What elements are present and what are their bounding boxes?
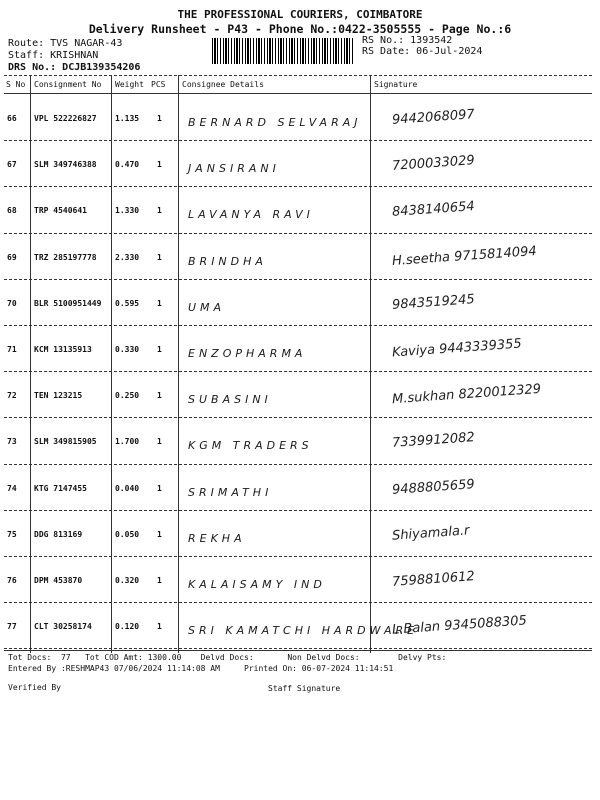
weight-cell: 2.330 <box>115 252 140 262</box>
weight-cell: 0.050 <box>115 529 140 539</box>
table-row <box>0 96 600 146</box>
row-separator <box>4 510 592 511</box>
table-row <box>0 604 600 654</box>
route-label: Route: TVS NAGAR-43 <box>8 38 123 49</box>
row-separator <box>4 279 592 280</box>
pcs-cell: 1 <box>157 437 162 447</box>
table-row <box>0 419 600 469</box>
consignee-cell: UMA <box>188 300 226 314</box>
consignment-cell: KCM 13135913 <box>34 345 92 354</box>
consignee-cell: SRIMATHI <box>188 485 273 499</box>
signature-cell: H.seetha 9715814094 <box>391 243 538 269</box>
sno-cell: 66 <box>7 114 17 123</box>
header-sno: S No <box>6 80 26 89</box>
signature-cell: 9442068097 <box>391 107 476 128</box>
footer-totals: Tot Docs: 77 Tot COD Amt: 1300.00 Delvd Docs: Non Delvd Docs: Delvy Pts: <box>8 653 447 662</box>
table-row <box>0 142 600 192</box>
pcs-cell: 1 <box>157 206 162 216</box>
table-top-border <box>4 75 592 76</box>
sno-cell: 73 <box>7 437 17 447</box>
consignment-cell: CLT 30258174 <box>34 622 92 632</box>
weight-cell: 1.135 <box>115 114 140 123</box>
pcs-cell: 1 <box>157 298 162 308</box>
consignment-cell: SLM 349815905 <box>34 437 97 447</box>
table-row <box>0 512 600 562</box>
signature-cell: L.Balan 9345088305 <box>391 613 528 638</box>
consignee-cell: SRI KAMATCHI HARDWARE <box>188 624 419 638</box>
drs-number: DRS No.: DCJB139354206 <box>8 62 141 73</box>
table-row <box>0 281 600 331</box>
signature-cell: 9843519245 <box>391 291 476 313</box>
consignee-cell: ENZOPHARMA <box>188 347 307 360</box>
consignee-cell: REKHA <box>188 531 246 545</box>
weight-cell: 0.320 <box>115 576 140 585</box>
consignment-cell: VPL 522226827 <box>34 114 97 123</box>
row-separator <box>4 371 592 372</box>
weight-cell: 0.120 <box>115 622 140 632</box>
sno-cell: 70 <box>7 298 17 308</box>
table-row <box>0 466 600 516</box>
table-row <box>0 327 600 377</box>
pcs-cell: 1 <box>157 160 162 170</box>
signature-cell: Kaviya 9443339355 <box>391 336 523 361</box>
consignee-cell: KALAISAMY IND <box>188 578 326 591</box>
header-signature: Signature <box>374 80 418 89</box>
weight-cell: 1.330 <box>115 206 140 216</box>
consignee-cell: BERNARD SELVARAJ <box>188 116 362 129</box>
table-row <box>0 188 600 238</box>
table-row <box>0 235 600 285</box>
header-pcs: PCS <box>151 80 166 89</box>
sno-cell: 67 <box>7 160 17 170</box>
consignment-cell: DDG 813169 <box>34 529 83 539</box>
sno-cell: 76 <box>7 576 17 585</box>
footer-entered: Entered By :RESHMAP43 07/06/2024 11:14:08 AM Printed On: 06-07-2024 11:14:51 <box>8 664 394 673</box>
pcs-cell: 1 <box>157 483 162 493</box>
company-title: THE PROFESSIONAL COURIERS, COIMBATORE <box>177 8 423 21</box>
row-separator <box>4 140 592 141</box>
runsheet-subtitle: Delivery Runsheet - P43 - Phone No.:0422-3505555 - Page No.:6 <box>88 22 512 36</box>
consignee-cell: LAVANYA RAVI <box>188 208 314 222</box>
sno-cell: 69 <box>7 252 17 262</box>
sno-cell: 74 <box>7 483 17 493</box>
signature-cell: 7339912082 <box>391 430 476 452</box>
row-separator <box>4 233 592 234</box>
weight-cell: 0.595 <box>115 298 140 308</box>
consignment-cell: KTG 7147455 <box>34 483 87 493</box>
signature-cell: Shiyamala.r <box>391 523 470 544</box>
signature-cell: 8438140654 <box>391 199 476 221</box>
signature-cell: 7200033029 <box>391 153 476 175</box>
staff-label: Staff: KRISHNAN <box>8 50 99 61</box>
verified-by-label: Verified By <box>8 683 61 692</box>
pcs-cell: 1 <box>157 529 162 539</box>
row-separator <box>4 417 592 418</box>
sno-cell: 71 <box>7 345 17 354</box>
table-row <box>0 558 600 608</box>
footer-border <box>4 650 592 651</box>
signature-cell: 7598810612 <box>391 569 476 590</box>
consignee-cell: KGM TRADERS <box>188 439 313 453</box>
row-separator <box>4 556 592 557</box>
header-consignment: Consignment No <box>34 80 102 89</box>
sno-cell: 75 <box>7 529 17 539</box>
pcs-cell: 1 <box>157 576 162 585</box>
pcs-cell: 1 <box>157 114 162 123</box>
sno-cell: 72 <box>7 391 17 401</box>
rs-date: RS Date: 06-Jul-2024 <box>362 46 483 57</box>
table-row <box>0 373 600 423</box>
sno-cell: 68 <box>7 206 17 216</box>
pcs-cell: 1 <box>157 622 162 632</box>
pcs-cell: 1 <box>157 252 162 262</box>
row-separator <box>4 186 592 187</box>
row-separator <box>4 325 592 326</box>
barcode <box>212 38 354 64</box>
weight-cell: 0.250 <box>115 391 140 401</box>
rs-number: RS No.: 1393542 <box>362 35 453 46</box>
header-consignee: Consignee Details <box>182 80 264 89</box>
header-weight: Weight <box>115 80 144 89</box>
consignment-cell: DPM 453870 <box>34 576 83 585</box>
consignment-cell: TRP 4540641 <box>34 206 87 216</box>
consignment-cell: SLM 349746388 <box>34 160 97 170</box>
row-separator <box>4 602 592 603</box>
signature-cell: M.sukhan 8220012329 <box>391 382 542 408</box>
consignee-cell: BRINDHA <box>188 254 267 268</box>
signature-cell: 9488805659 <box>391 476 476 498</box>
staff-signature-label: Staff Signature <box>268 684 341 693</box>
consignment-cell: TEN 123215 <box>34 391 83 401</box>
sno-cell: 77 <box>7 622 17 632</box>
weight-cell: 0.470 <box>115 160 140 170</box>
table-header-border <box>4 93 592 94</box>
weight-cell: 0.040 <box>115 483 140 493</box>
consignee-cell: SUBASINI <box>188 393 272 407</box>
consignee-cell: JANSIRANI <box>188 162 280 176</box>
consignment-cell: TRZ 285197778 <box>34 252 97 262</box>
row-separator <box>4 464 592 465</box>
pcs-cell: 1 <box>157 391 162 401</box>
weight-cell: 0.330 <box>115 345 140 354</box>
weight-cell: 1.700 <box>115 437 140 447</box>
consignment-cell: BLR 5100951449 <box>34 298 102 308</box>
pcs-cell: 1 <box>157 345 162 354</box>
